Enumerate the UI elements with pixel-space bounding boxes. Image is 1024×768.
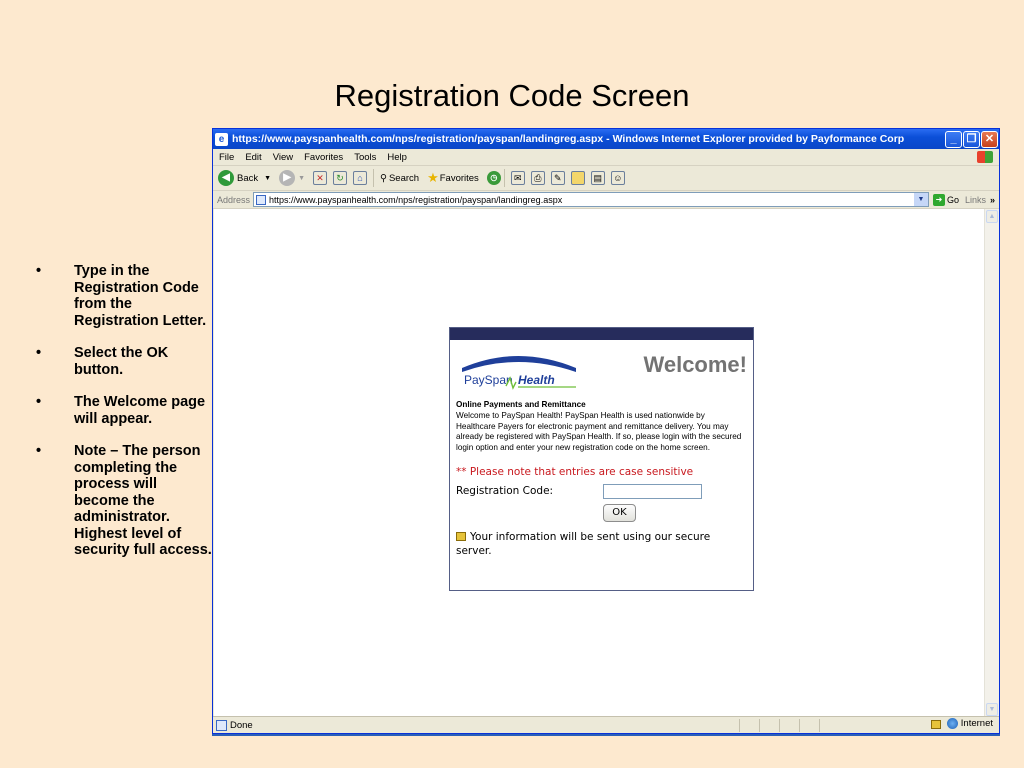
security-zone[interactable] — [931, 718, 993, 729]
lock-icon — [931, 720, 941, 729]
print-icon[interactable]: ⎙ — [531, 171, 545, 185]
search-label: Search — [388, 172, 420, 184]
slide-title: Registration Code Screen — [334, 78, 690, 113]
chevron-right-icon[interactable]: » — [989, 194, 995, 205]
logo-text-health: Health — [518, 373, 555, 387]
registration-code-input[interactable] — [603, 484, 702, 499]
section-heading: Online Payments and Remittance — [456, 400, 586, 409]
forward-arrow-icon: ▶ — [279, 170, 295, 186]
messenger-icon[interactable]: ☺ — [611, 171, 625, 185]
secure-note-text: Your information will be sent using our secure server. — [456, 530, 711, 557]
menu-bar — [213, 149, 999, 166]
refresh-icon[interactable]: ↻ — [333, 171, 347, 185]
back-dropdown-icon[interactable]: ▼ — [264, 174, 272, 182]
vertical-scrollbar[interactable] — [984, 209, 999, 717]
folder-icon[interactable] — [571, 171, 585, 185]
registration-label: Registration Code: — [456, 484, 554, 497]
links-button[interactable]: Links — [964, 194, 986, 205]
toolbar — [213, 166, 999, 191]
address-bar — [213, 191, 999, 209]
address-dropdown-icon[interactable]: ▼ — [914, 193, 928, 206]
star-icon: ★ — [427, 170, 439, 185]
page-viewport — [214, 209, 985, 717]
scroll-down-icon[interactable]: ▼ — [986, 703, 998, 716]
research-icon[interactable]: ▤ — [591, 171, 605, 185]
instruction-item: • Type in the Registration Code from the Registration Letter. — [36, 263, 207, 329]
go-arrow-icon: ➜ — [933, 194, 945, 206]
go-label: Go — [946, 194, 959, 205]
scroll-up-icon[interactable]: ▲ — [986, 210, 998, 223]
go-button[interactable] — [933, 194, 959, 206]
address-text: https://www.payspanhealth.com/nps/registration/payspan/landingreg.aspx — [269, 194, 563, 205]
lock-icon — [456, 532, 466, 541]
browser-window — [212, 128, 1000, 734]
history-icon[interactable]: ◷ — [487, 171, 501, 185]
menu-tools[interactable]: Tools — [354, 151, 377, 163]
menu-file[interactable]: File — [219, 151, 235, 163]
menu-help[interactable]: Help — [387, 151, 407, 163]
instruction-text: Select the OK button. — [74, 345, 169, 378]
instruction-item: • Select the OK button. — [36, 345, 169, 378]
page-icon — [256, 195, 266, 205]
favorites-button[interactable] — [427, 170, 479, 186]
window-title: https://www.payspanhealth.com/nps/registration/payspan/landingreg.aspx - Windows Internet Explorer provided by Payformance Corp — [232, 133, 905, 145]
edit-icon[interactable]: ✎ — [551, 171, 565, 185]
back-arrow-icon: ◀ — [218, 170, 234, 186]
toolbar-separator — [373, 169, 374, 187]
mail-icon[interactable]: ✉ — [511, 171, 525, 185]
status-text: Done — [230, 719, 253, 731]
payspan-health-logo — [458, 346, 582, 390]
minimize-button[interactable]: _ — [945, 131, 962, 148]
menu-view[interactable]: View — [272, 151, 294, 163]
ie-icon: e — [215, 133, 228, 146]
back-button[interactable] — [218, 170, 271, 186]
window-bottom-edge — [212, 734, 1000, 736]
forward-button[interactable] — [279, 170, 305, 186]
status-bar — [213, 716, 999, 733]
instruction-text: Note – The person completing the process will become the administrator. Highest level of security full access. — [74, 443, 212, 558]
search-button[interactable] — [380, 173, 419, 184]
welcome-heading: Welcome! — [643, 352, 747, 377]
title-bar[interactable] — [213, 129, 999, 149]
favorites-label: Favorites — [439, 172, 479, 184]
back-label: Back — [237, 172, 259, 184]
address-label: Address — [217, 194, 251, 205]
stop-icon[interactable]: ✕ — [313, 171, 327, 185]
intro-paragraph: Welcome to PaySpan Health! PaySpan Health is used nationwide by Healthcare Payers for electronic payment and remittance delivery. You may already be registered with PaySpan Health. If so, please login with the secured login option and enter your new registration code on the home screen. — [456, 410, 742, 453]
instruction-text: Type in the Registration Code from the Registration Letter. — [74, 263, 207, 329]
globe-icon — [947, 718, 958, 729]
home-icon[interactable]: ⌂ — [353, 171, 367, 185]
zone-label: Internet — [960, 718, 993, 729]
instruction-item: • The Welcome page will appear. — [36, 394, 206, 427]
logo-text-payspan: PaySpan — [464, 373, 513, 387]
case-sensitive-note: ** Please note that entries are case sensitive — [456, 465, 694, 478]
status-cells — [739, 719, 839, 732]
instruction-list — [36, 263, 214, 575]
address-input[interactable] — [253, 192, 929, 207]
menu-edit[interactable]: Edit — [245, 151, 262, 163]
ok-button[interactable]: OK — [603, 504, 636, 522]
instruction-item: • Note – The person completing the process will become the administrator. Highest level of security full access. — [36, 443, 212, 558]
panel-content — [456, 400, 746, 558]
secure-note — [456, 530, 746, 558]
instruction-text: The Welcome page will appear. — [74, 394, 206, 427]
welcome-panel — [449, 327, 754, 591]
windows-logo-icon — [977, 151, 993, 163]
toolbar-separator — [504, 169, 505, 187]
panel-header-bar — [450, 328, 753, 340]
registration-row — [456, 484, 746, 499]
maximize-button[interactable]: ❐ — [963, 131, 980, 148]
search-icon: ⚲ — [380, 172, 387, 184]
close-button[interactable]: ✕ — [981, 131, 998, 148]
page-done-icon — [216, 720, 227, 731]
menu-favorites[interactable]: Favorites — [304, 151, 344, 163]
forward-dropdown-icon[interactable]: ▼ — [298, 174, 305, 182]
